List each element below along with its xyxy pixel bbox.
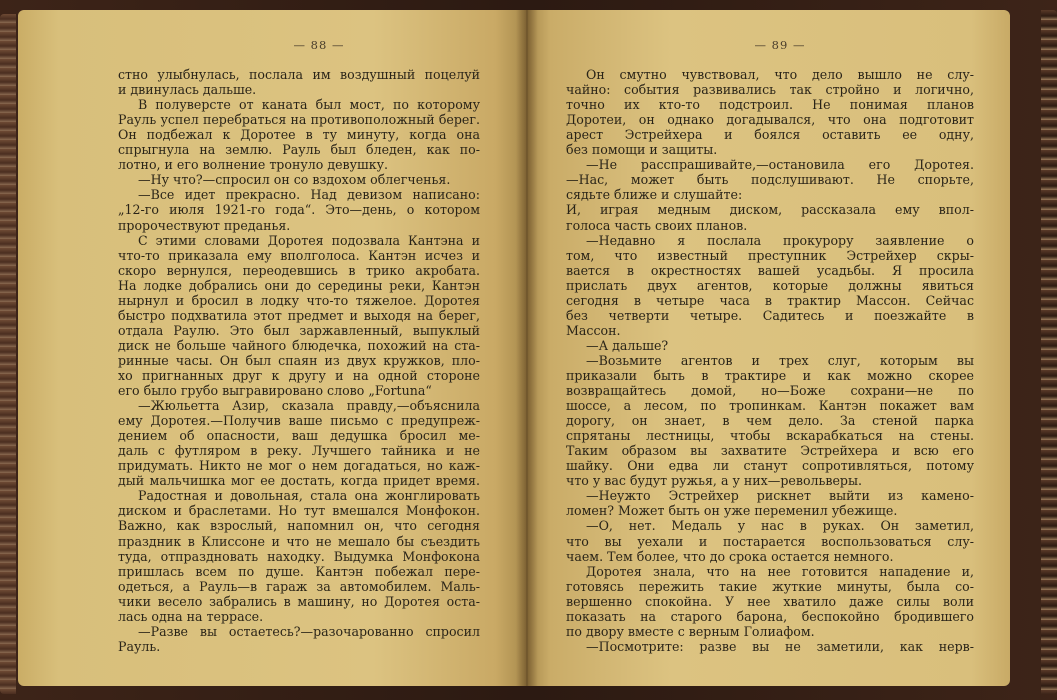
text-line: что вы уехали и постарается воспользоваться слу- xyxy=(566,533,974,549)
text-line: без помощи и защиты. xyxy=(566,142,718,158)
book-edge-right xyxy=(1041,10,1057,694)
text-line: лась одна на террасе. xyxy=(118,608,264,624)
text-line: ему Доротея.—Получив ваше письмо с предупреж- xyxy=(118,413,480,429)
page-number: — 88 — xyxy=(293,38,345,52)
text-line: возвращайтесь домой, но—Боже сохрани—не по xyxy=(566,383,974,399)
text-line: —А дальше? xyxy=(586,337,669,353)
text-line: —О, нет. Медаль у нас в руках. Он заметил, xyxy=(586,518,974,534)
book-edge-left xyxy=(0,14,16,694)
text-line: Он подбежал к Доротее в ту минуту, когда она xyxy=(118,127,480,143)
text-line: скоро вернулся, переодевшись в трико акробата. xyxy=(118,262,480,278)
text-line: дорогу, он знает, в чем дело. За стеной парка xyxy=(566,413,974,429)
right-page xyxy=(526,10,1010,686)
text-line: что-то приказала ему вполголоса. Кантэн исчез и xyxy=(118,247,480,263)
text-line: придумать. Никто не мог о нем догадаться, но каж- xyxy=(118,458,480,474)
text-line: спрыгнула на землю. Рауль был бледен, как по- xyxy=(118,142,480,158)
text-line: что у вас будут ружья, а у них—револьверы. xyxy=(566,473,863,489)
text-line: спрятаны лестницы, чтобы вскарабкаться на стены. xyxy=(566,428,974,444)
text-line: В полуверсте от каната был мост, по которому xyxy=(138,97,480,113)
text-line: даль с футляром в реку. Лучшего тайника и не xyxy=(118,443,480,459)
text-line: туда, отпраздновать находку. Выдумка Монфокона xyxy=(118,548,480,564)
text-line: точно их кто-то подстроил. Не понимая планов xyxy=(566,97,974,113)
text-line: —Возьмите агентов и трех слуг, которым вы xyxy=(586,352,974,368)
text-line: ринные часы. Он был спаян из двух кружков, пло- xyxy=(118,352,480,368)
text-line: прислать двух агентов, которые должны явиться xyxy=(566,277,974,293)
text-line: —Недавно я послала прокурору заявление о xyxy=(586,232,974,248)
text-line: Важно, как взрослый, напомнил он, что сегодня xyxy=(118,518,480,534)
text-line: сядьте ближе и слушайте: xyxy=(566,187,743,203)
text-line: арест Эстрейхера и боялся оставить ее одну, xyxy=(566,127,974,143)
text-line: Он смутно чувствовал, что дело вышло не слу- xyxy=(586,67,974,83)
text-line: отдала Раулю. Это был заржавленный, выпуклый xyxy=(118,322,480,338)
text-line: —Ну что?—спросил он со вздохом облегченья. xyxy=(138,172,451,188)
text-line: нырнул и бросил в лодку что-то тяжелое. Доротея xyxy=(118,292,480,308)
text-line: том, что известный преступник Эстрейхер скры- xyxy=(566,247,974,263)
text-line: и двинулась дальше. xyxy=(118,82,257,98)
text-line: Рауль. xyxy=(118,638,161,654)
text-line: —Жюльетта Азир, сказала правду,—объяснила xyxy=(138,398,480,414)
text-line: показать на старого барона, беспокойно бродившего xyxy=(566,608,974,624)
text-line: —Все идет прекрасно. Над девизом написано: xyxy=(138,187,480,203)
text-line: —Разве вы остаетесь?—разочарованно спросил xyxy=(138,623,480,639)
text-line: „12-го июля 1921-го года“. Это—день, о котором xyxy=(118,202,480,218)
left-page xyxy=(18,10,526,686)
text-line: На лодке добрались они до середины реки, Кантэн xyxy=(118,277,480,293)
text-line: Рауль успел перебраться на противоположный берег. xyxy=(118,112,480,128)
text-line: вается в окрестностях вашей усадьбы. Я просила xyxy=(566,262,974,278)
text-line: хо пригнанных друг к другу и на одной стороне xyxy=(118,367,480,383)
text-line: Доротея знала, что на нее готовится нападение и, xyxy=(586,563,974,579)
text-line: —Не расспрашивайте,—остановила его Доротея. xyxy=(586,157,974,173)
text-line: чики весело забрались в машину, но Доротея оста- xyxy=(118,593,480,609)
text-line: чаем. Тем более, что до срока остается немного. xyxy=(566,548,894,564)
text-line: —Посмотрите: разве вы не заметили, как нерв- xyxy=(586,638,974,654)
text-line: —Нас, может быть подслушивают. Не спорьте, xyxy=(566,172,974,188)
page-text xyxy=(118,67,480,654)
text-line: Доротеи, он однако догадывался, что она подготовит xyxy=(566,112,974,128)
page-text xyxy=(566,67,974,654)
text-line: диск не больше чайного блюдечка, похожий на ста- xyxy=(118,337,480,353)
text-line: его было грубо выгравировано слово „Fortuna“ xyxy=(118,383,432,399)
text-line: без четверти четыре. Садитесь и поезжайте в xyxy=(566,307,974,323)
text-line: стно улыбнулась, послала им воздушный поцелуй xyxy=(118,67,480,83)
text-line: —Неужто Эстрейхер рискнет выйти из камено- xyxy=(586,488,974,504)
text-line: дением об опасности, ваш дедушка бросил ме- xyxy=(118,428,480,444)
text-line: дый мальчишка мог ее достать, когда придет время. xyxy=(118,473,480,489)
text-line: пришлась всем по душе. Кантэн побежал пере- xyxy=(118,563,480,579)
text-line: праздник в Клиссоне и что не мешало бы съездить xyxy=(118,533,480,549)
text-line: С этими словами Доротея подозвала Кантэна и xyxy=(138,232,480,248)
text-line: ломен? Может быть он уже переменил убежище. xyxy=(566,503,898,519)
page-number: — 89 — xyxy=(754,38,806,52)
text-line: Таким образом вы захватите Эстрейхера и всю его xyxy=(566,443,974,459)
text-line: сегодня в четыре часа в трактир Массон. Сейчас xyxy=(566,292,974,308)
text-line: чайно: события развивались так стройно и логично, xyxy=(566,82,974,98)
text-line: лотно, и его волнение тронуло девушку. xyxy=(118,157,389,173)
text-line: готовясь пережить такие жуткие минуты, была со- xyxy=(566,578,974,594)
text-line: И, играя медным диском, рассказала ему впол- xyxy=(566,202,974,218)
text-line: по двору вместе с верным Голиафом. xyxy=(566,623,815,639)
text-line: Массон. xyxy=(566,322,621,338)
text-line: шоссе, а лесом, по тропинкам. Кантэн покажет вам xyxy=(566,398,974,414)
text-line: одеться, а Рауль—в гараж за автомобилем. Маль- xyxy=(118,578,480,594)
text-line: голоса часть своих планов. xyxy=(566,217,748,233)
text-line: диском и браслетами. Но тут вмешался Монфокон. xyxy=(118,503,480,519)
text-line: пророчествуют преданья. xyxy=(118,217,291,233)
text-line: шайку. Они едва ли станут сопротивляться, потому xyxy=(566,458,974,474)
text-line: быстро подхватила этот предмет и выходя на берег, xyxy=(118,307,480,323)
text-line: Радостная и довольная, стала она жонглировать xyxy=(138,488,480,504)
text-line: приказали быть в трактире и как можно скорее xyxy=(566,367,974,383)
text-line: вершенно спокойна. У нее хватило даже силы воли xyxy=(566,593,974,609)
